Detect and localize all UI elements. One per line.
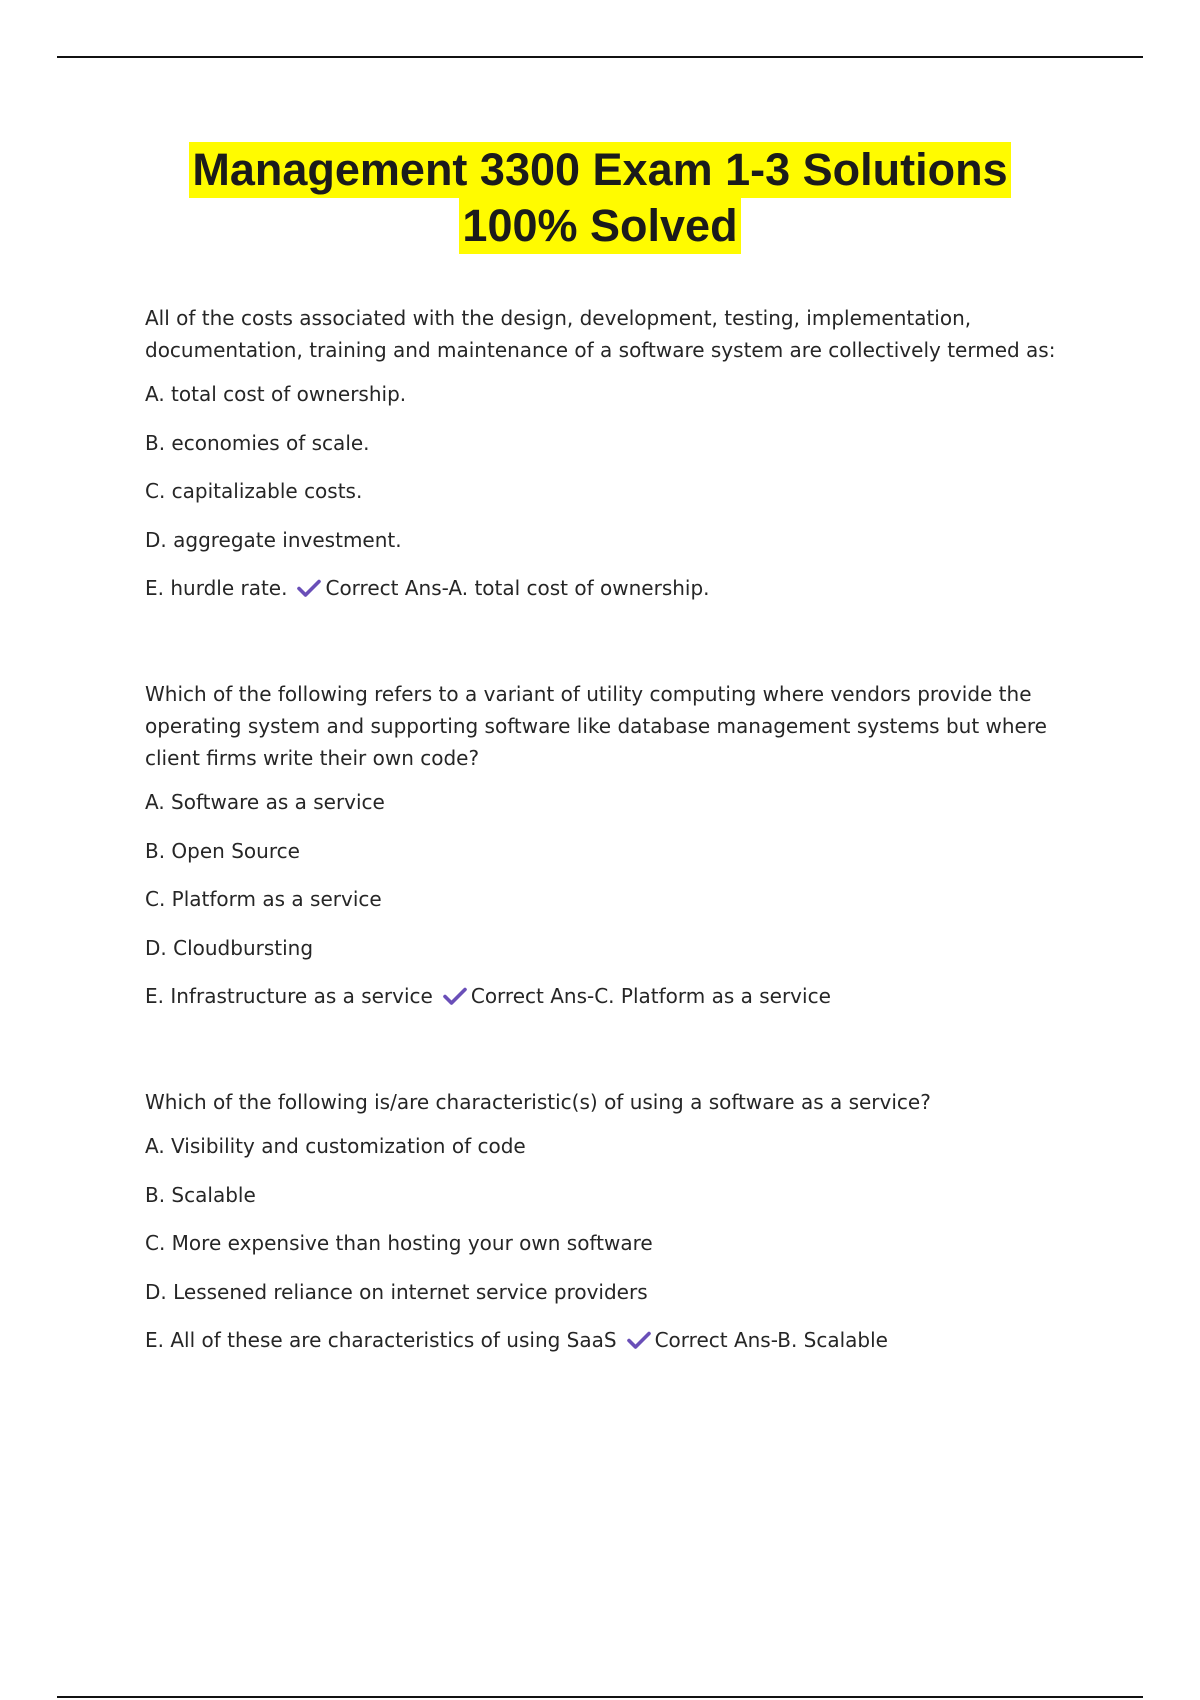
correct-answer: Correct Ans-A. total cost of ownership.	[325, 576, 710, 600]
answer-option: D. Lessened reliance on internet service providers	[145, 1279, 648, 1304]
top-rule	[57, 56, 1143, 58]
answer-option: C. Platform as a service	[145, 887, 382, 911]
answer-option: B. Open Source	[145, 838, 300, 863]
answer-option: A. total cost of ownership.	[145, 382, 407, 406]
answer-option: C. More expensive than hosting your own software	[145, 1231, 653, 1255]
answer-option-with-solution	[145, 572, 1095, 604]
answer-option-with-solution	[145, 1324, 1095, 1356]
answer-option: B. Scalable	[145, 1182, 256, 1207]
correct-answer: Correct Ans-B. Scalable	[654, 1328, 888, 1352]
answer-option: A. Software as a service	[145, 790, 385, 814]
question-stem: Which of the following is/are characteristic(s) of using a software as a service?	[145, 1090, 931, 1114]
answer-option-label: E. All of these are characteristics of using SaaS	[145, 1328, 617, 1352]
question-stem: All of the costs associated with the design, development, testing, implementation, documentation, training and maintenance of a software system are collectively termed as:	[145, 306, 1056, 362]
question-3	[145, 1086, 1095, 1356]
answer-option-with-solution	[145, 980, 1095, 1012]
answer-option-label: E. Infrastructure as a service	[145, 984, 433, 1008]
answer-option: D. aggregate investment.	[145, 527, 402, 552]
answer-option: D. Cloudbursting	[145, 935, 314, 960]
question-list	[145, 302, 1095, 1356]
answer-option-label: E. hurdle rate.	[145, 576, 288, 600]
question-stem: Which of the following refers to a variant of utility computing where vendors provide the operating system and supporting software like database management systems but where client firms write their own code?	[145, 682, 1047, 770]
question-2	[145, 678, 1095, 1012]
bottom-rule	[57, 1696, 1143, 1698]
title-line-2: 100% Solved	[459, 198, 740, 254]
answer-option: A. Visibility and customization of code	[145, 1134, 526, 1158]
title-line-1: Management 3300 Exam 1-3 Solutions	[189, 142, 1010, 198]
answer-option: B. economies of scale.	[145, 430, 370, 455]
document-title	[0, 142, 1200, 254]
question-1	[145, 302, 1095, 604]
answer-option: C. capitalizable costs.	[145, 479, 363, 503]
check-icon	[443, 987, 467, 1005]
check-icon	[627, 1331, 651, 1349]
check-icon	[297, 579, 321, 597]
correct-answer: Correct Ans-C. Platform as a service	[470, 984, 831, 1008]
